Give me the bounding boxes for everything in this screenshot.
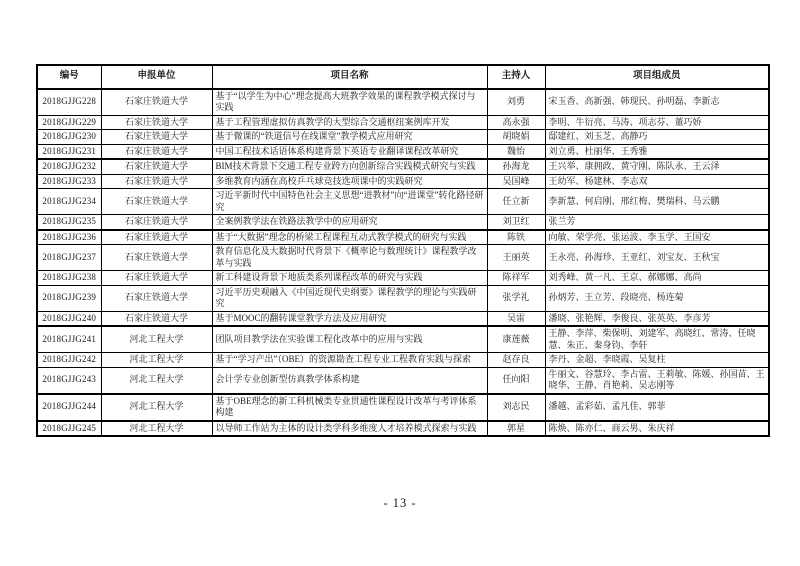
projects-table (36, 64, 770, 437)
applicant-unit-cell: 河北工程大学 (101, 367, 212, 394)
page-number: - 13 - (383, 496, 417, 510)
project-title-cell: 中国工程技术话语体系构建背景下英语专业翻译课程改革研究 (212, 144, 487, 159)
applicant-unit-cell: 石家庄铁道大学 (101, 89, 212, 116)
applicant-unit-cell: 石家庄铁道大学 (101, 174, 212, 189)
project-leader-cell: 吴国峰 (487, 174, 545, 189)
project-members-cell: 向敏、荣学亮、张运波、李玉学、王国安 (545, 230, 769, 245)
applicant-unit-cell: 石家庄铁道大学 (101, 215, 212, 230)
project-leader-cell: 胡晓娟 (487, 130, 545, 145)
project-title-cell: BIM技术背景下交通工程专业跨方向创新综合实践模式研究与实践 (212, 159, 487, 174)
project-id-cell: 2018GJJG241 (37, 326, 101, 353)
project-members-cell: 张兰芳 (545, 215, 769, 230)
project-id-cell: 2018GJJG236 (37, 230, 101, 245)
project-id-cell: 2018GJJG238 (37, 271, 101, 286)
project-id-cell: 2018GJJG237 (37, 245, 101, 271)
applicant-unit-cell: 石家庄铁道大学 (101, 311, 212, 326)
project-id-cell: 2018GJJG232 (37, 159, 101, 174)
project-members-cell: 宋玉香、高新强、韩现民、孙明磊、李新志 (545, 89, 769, 116)
project-members-cell: 王幼军、杨建林、李志双 (545, 174, 769, 189)
project-title-cell: 基于工程管理虚拟仿真教学的大型综合交通枢纽案例库开发 (212, 115, 487, 130)
project-title-cell: 基于OBE理念的新工科机械类专业贯通性课程设计改革与考评体系构建 (212, 394, 487, 421)
project-title-cell: 习近平新时代中国特色社会主义思想“进教材”向“进课堂”转化路径研究 (212, 189, 487, 215)
project-title-cell: 习近平历史观融入《中国近现代史纲要》课程教学的理论与实践研究 (212, 285, 487, 311)
table-row (37, 271, 769, 286)
project-title-cell: 基于“大数据”理念的桥梁工程课程互动式教学模式的研究与实践 (212, 230, 487, 245)
applicant-unit-cell: 河北工程大学 (101, 421, 212, 437)
project-members-cell: 潘越、孟彩茹、孟凡佳、郭菲 (545, 394, 769, 421)
applicant-unit-cell: 石家庄铁道大学 (101, 189, 212, 215)
project-leader-cell: 魏怡 (487, 144, 545, 159)
table-row (37, 285, 769, 311)
project-leader-cell: 任向阳 (487, 367, 545, 394)
project-members-cell: 王静、李萍、柴保明、刘建军、高晓红、常涛、任晓慧、朱正、秦身钧、李轩 (545, 326, 769, 353)
project-id-cell: 2018GJJG229 (37, 115, 101, 130)
header-applicant-unit: 申报单位 (101, 65, 212, 89)
project-title-cell: 新工科建设背景下地质类系列课程改革的研究与实践 (212, 271, 487, 286)
project-title-cell: 教育信息化及大数据时代背景下《概率论与数理统计》课程教学改革与实践 (212, 245, 487, 271)
table-row (37, 421, 769, 437)
applicant-unit-cell: 石家庄铁道大学 (101, 115, 212, 130)
header-project-id: 编号 (37, 65, 101, 89)
project-members-cell: 王兴举、康拥政、黄守刚、陈队永、王云泽 (545, 159, 769, 174)
table-row (37, 394, 769, 421)
project-leader-cell: 吴雷 (487, 311, 545, 326)
table-row (37, 159, 769, 174)
project-leader-cell: 任立新 (487, 189, 545, 215)
project-members-cell: 刘立勇、杜丽华、王秀雅 (545, 144, 769, 159)
applicant-unit-cell: 石家庄铁道大学 (101, 285, 212, 311)
project-members-cell: 李明、牛衍亮、马涛、项志芬、董巧娇 (545, 115, 769, 130)
project-id-cell: 2018GJJG230 (37, 130, 101, 145)
applicant-unit-cell: 石家庄铁道大学 (101, 159, 212, 174)
project-leader-cell: 王丽英 (487, 245, 545, 271)
applicant-unit-cell: 石家庄铁道大学 (101, 144, 212, 159)
table-row (37, 89, 769, 116)
project-id-cell: 2018GJJG233 (37, 174, 101, 189)
project-leader-cell: 刘勇 (487, 89, 545, 116)
table-row (37, 367, 769, 394)
project-title-cell: 多维教育内涵在高校乒乓球竞技选项课中的实践研究 (212, 174, 487, 189)
table-row (37, 174, 769, 189)
project-leader-cell: 刘卫红 (487, 215, 545, 230)
table-header (37, 65, 769, 89)
project-id-cell: 2018GJJG242 (37, 353, 101, 368)
project-members-cell: 李丹、金超、李晓霞、吴复柱 (545, 353, 769, 368)
project-title-cell: 基于“以学生为中心”理念提高大班教学效果的课程教学模式探讨与实践 (212, 89, 487, 116)
project-leader-cell: 孙海龙 (487, 159, 545, 174)
project-id-cell: 2018GJJG239 (37, 285, 101, 311)
table-row (37, 215, 769, 230)
project-members-cell: 李新慧、何启刚、邢红梅、樊瑞科、马云鹏 (545, 189, 769, 215)
table-row (37, 189, 769, 215)
table-body (37, 89, 769, 437)
project-leader-cell: 郭星 (487, 421, 545, 437)
project-leader-cell: 康莲薇 (487, 326, 545, 353)
header-row (37, 65, 769, 89)
project-id-cell: 2018GJJG244 (37, 394, 101, 421)
project-id-cell: 2018GJJG228 (37, 89, 101, 116)
project-title-cell: 会计学专业创新型仿真教学体系构建 (212, 367, 487, 394)
project-title-cell: 基于微课的“铁道信号在线课堂”教学模式应用研究 (212, 130, 487, 145)
project-id-cell: 2018GJJG245 (37, 421, 101, 437)
project-members-cell: 潘晓、张艳辉、李俊良、张英英、李彦芳 (545, 311, 769, 326)
project-title-cell: 团队项目教学法在实验课工程化改革中的应用与实践 (212, 326, 487, 353)
project-title-cell: 基于“学习产出”（OBE）的资源勘查工程专业工程教育实践与探索 (212, 353, 487, 368)
header-project-title: 项目名称 (212, 65, 487, 89)
project-leader-cell: 张学礼 (487, 285, 545, 311)
projects-table-container (36, 64, 768, 437)
project-leader-cell: 高永强 (487, 115, 545, 130)
table-row (37, 311, 769, 326)
project-title-cell: 以导师工作站为主体的设计类学科多维度人才培养模式探索与实践 (212, 421, 487, 437)
project-members-cell: 邸建红、刘玉芝、高静巧 (545, 130, 769, 145)
table-row (37, 130, 769, 145)
project-members-cell: 刘秀峰、黄一凡、王京、郝娜娜、高尚 (545, 271, 769, 286)
table-row (37, 245, 769, 271)
header-project-members: 项目组成员 (545, 65, 769, 89)
applicant-unit-cell: 河北工程大学 (101, 326, 212, 353)
project-id-cell: 2018GJJG243 (37, 367, 101, 394)
project-leader-cell: 刘志民 (487, 394, 545, 421)
project-members-cell: 陈焕、陈亦仁、商云男、朱庆祥 (545, 421, 769, 437)
header-project-leader: 主持人 (487, 65, 545, 89)
project-id-cell: 2018GJJG234 (37, 189, 101, 215)
applicant-unit-cell: 石家庄铁道大学 (101, 230, 212, 245)
table-row (37, 144, 769, 159)
project-leader-cell: 陈祥军 (487, 271, 545, 286)
project-members-cell: 王永亮、孙海珍、王亚红、刘宝友、王秋宝 (545, 245, 769, 271)
table-row (37, 115, 769, 130)
project-members-cell: 孙炳芳、王立芳、段晓亮、杨连菊 (545, 285, 769, 311)
applicant-unit-cell: 河北工程大学 (101, 353, 212, 368)
project-title-cell: 基于MOOC的翻转课堂教学方法及应用研究 (212, 311, 487, 326)
project-id-cell: 2018GJJG235 (37, 215, 101, 230)
project-id-cell: 2018GJJG240 (37, 311, 101, 326)
applicant-unit-cell: 石家庄铁道大学 (101, 130, 212, 145)
project-leader-cell: 陈铁 (487, 230, 545, 245)
applicant-unit-cell: 河北工程大学 (101, 394, 212, 421)
applicant-unit-cell: 石家庄铁道大学 (101, 271, 212, 286)
project-leader-cell: 赵存良 (487, 353, 545, 368)
project-id-cell: 2018GJJG231 (37, 144, 101, 159)
table-row (37, 326, 769, 353)
project-title-cell: 全案例教学法在铁路法教学中的应用研究 (212, 215, 487, 230)
table-row (37, 230, 769, 245)
table-row (37, 353, 769, 368)
project-members-cell: 牛丽文、谷慧玲、李占雷、王莉敏、陈媛、孙国苗、王晓华、王静、肖艳莉、吴志刚等 (545, 367, 769, 394)
applicant-unit-cell: 石家庄铁道大学 (101, 245, 212, 271)
